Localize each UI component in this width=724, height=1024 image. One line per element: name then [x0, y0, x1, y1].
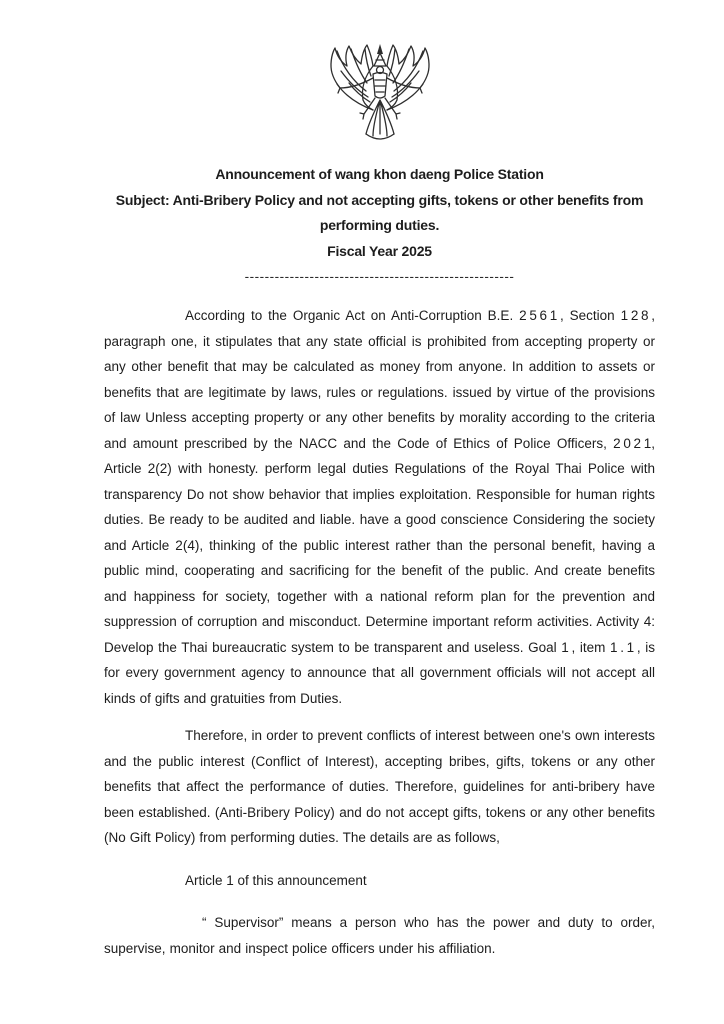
paragraph-anti-bribery-policy: Therefore, in order to prevent conflicts of interest between one's own interests and the public interest (Conflict of Interest), accepting bribes, gifts, tokens or any other benefits that affect the performance of duties. Therefore, guidelines for anti-bribery have been established. (Anti-Bribery Policy) and do not accept gifts, tokens or any other benefits (No Gift Policy) from performing duties. The details are as follows,: [104, 728, 655, 845]
garuda-emblem-icon: [320, 42, 440, 156]
document-headings: [104, 162, 655, 264]
dashed-divider: ------------------------------------------------------: [244, 269, 515, 284]
document-content: [0, 42, 724, 961]
subject-line-continued: performing duties.: [319, 217, 440, 233]
fiscal-year-line: Fiscal Year 2025: [327, 242, 432, 259]
announcement-title-line: Announcement of wang khon daeng Police Station: [215, 166, 544, 182]
article-1-heading: Article 1 of this announcement: [185, 872, 367, 888]
paragraph-legal-basis: According to the Organic Act on Anti-Corruption B.E. 2 5 6 1 , Section 1 2 8 , paragraph one, it stipulates that any state official is prohibited from accepting property or any other benefit that may be calculated as money from anyone. In addition to assets or benefits that are legitimate by laws, rules or regulations. issued by virtue of the provisions of law Unless accepting property or any other benefits by morality according to the criteria and amount prescribed by the NACC and the Code of Ethics of Police Officers, 2 0 2 1, Article 2(2) with honesty. perform legal duties Regulations of the Royal Thai Police with transparency Do not show behavior that implies exploitation. Responsible for human rights duties. Be ready to be audited and liable. have a good conscience Considering the society and Article 2(4), thinking of the public interest rather than the personal benefit, having a public mind, cooperating and sacrificing for the benefit of the public. And create benefits and happiness for society, together with a national reform plan for the prevention and suppression of corruption and misconduct. Determine important reform activities. Activity 4: Develop the Thai bureaucratic system to be transparent and useless. Goal 1 , item 1 . 1 , is for every government agency to announce that all government officials will not accept all kinds of gifts and gratuities from Duties.: [104, 308, 655, 706]
subject-line: Subject: Anti-Bribery Policy and not accepting gifts, tokens or other benefits from: [115, 191, 644, 208]
paragraph-supervisor-definition: “ Supervisor” means a person who has the power and duty to order, supervise, monitor and inspect police officers under his affiliation.: [104, 915, 655, 956]
